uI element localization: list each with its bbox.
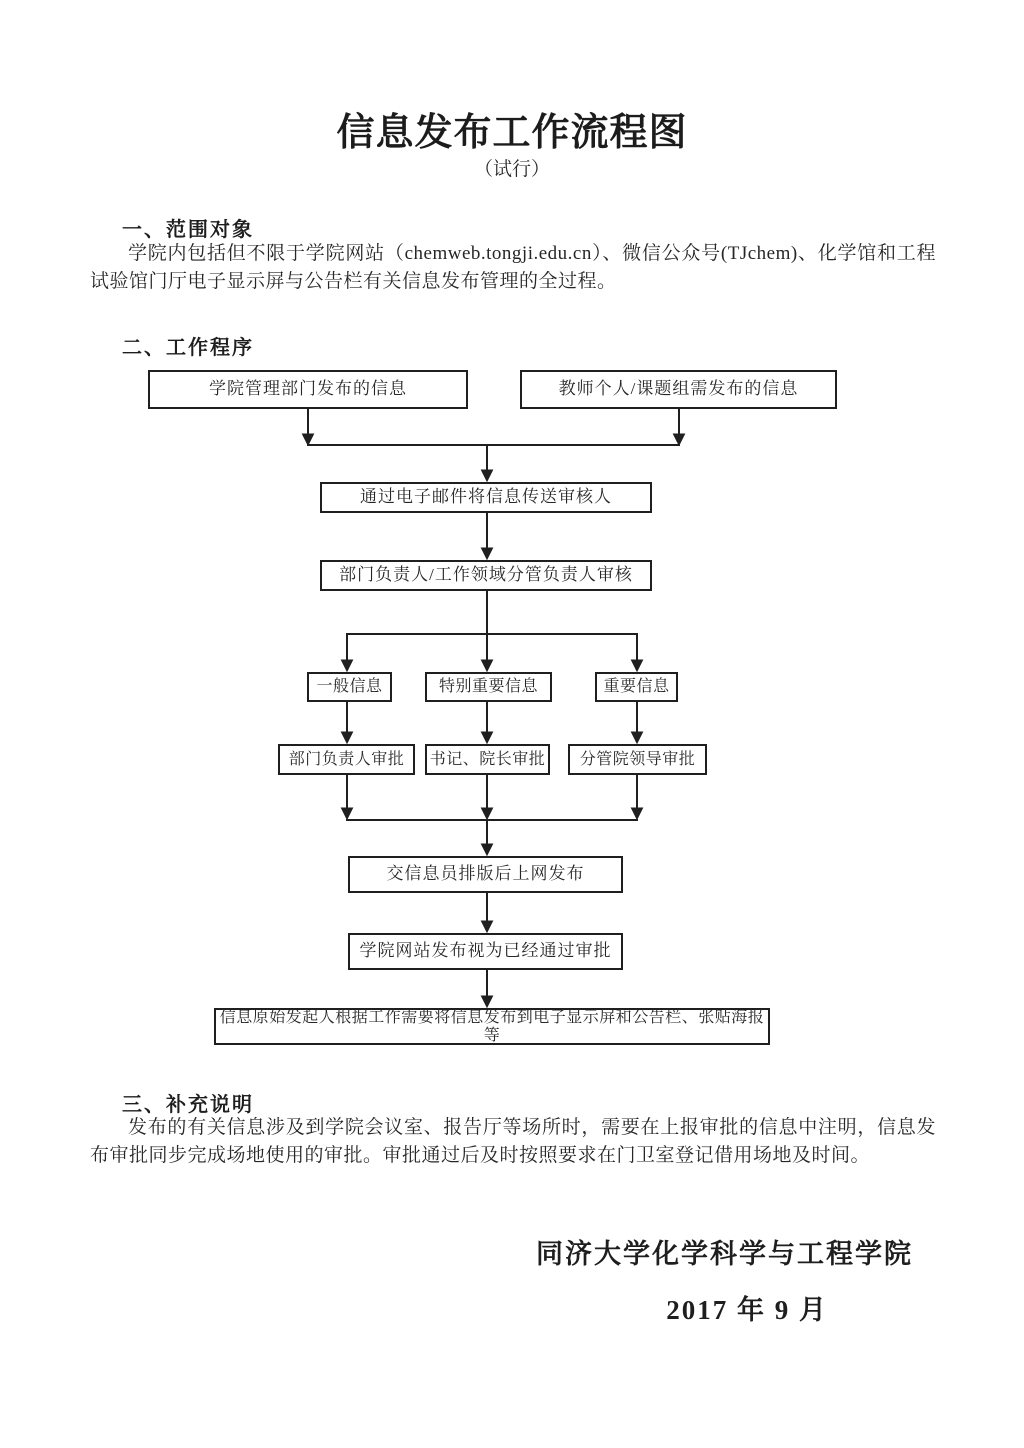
- paragraph-supplement: 发布的有关信息涉及到学院会议室、报告厅等场所时，需要在上报审批的信息中注明，信息发布审批同步完成场地使用的审批。审批通过后及时按照要求在门卫室登记借用场地及时间。: [90, 1117, 936, 1166]
- section-heading-supplement: 三、补充说明: [122, 1094, 254, 1116]
- flow-node-general-info: 一般信息: [307, 672, 392, 702]
- flow-node-typeset-publish: 交信息员排版后上网发布: [348, 856, 623, 893]
- signature-organization: 同济大学化学科学与工程学院: [536, 1239, 913, 1269]
- flow-node-important-info: 重要信息: [595, 672, 678, 702]
- flow-node-secretary-dean-approval: 书记、院长审批: [425, 744, 550, 775]
- flow-node-deputy-dean-approval: 分管院领导审批: [568, 744, 707, 775]
- flow-node-supervisor-review: 部门负责人/工作领域分管负责人审核: [320, 560, 652, 591]
- flow-node-initiator-distribute: 信息原始发起人根据工作需要将信息发布到电子显示屏和公告栏、张贴海报等: [214, 1008, 770, 1045]
- section-heading-scope: 一、范围对象: [122, 219, 254, 241]
- signature-date: 2017 年 9 月: [666, 1295, 828, 1325]
- flow-node-website-deemed-approved: 学院网站发布视为已经通过审批: [348, 933, 623, 970]
- flow-node-dept-info: 学院管理部门发布的信息: [148, 370, 468, 409]
- flow-node-email-to-reviewer: 通过电子邮件将信息传送审核人: [320, 482, 652, 513]
- paragraph-scope: 学院内包括但不限于学院网站（chemweb.tongji.edu.cn）、微信公众号(TJchem)、化学馆和工程试验馆门厅电子显示屏与公告栏有关信息发布管理的全过程。: [90, 243, 936, 292]
- flow-node-extra-important-info: 特别重要信息: [425, 672, 552, 702]
- flow-node-dept-head-approval: 部门负责人审批: [278, 744, 415, 775]
- flow-node-teacher-info: 教师个人/课题组需发布的信息: [520, 370, 837, 409]
- section-heading-procedure: 二、工作程序: [122, 337, 254, 359]
- page-subtitle: （试行）: [473, 159, 550, 180]
- page-title: 信息发布工作流程图: [336, 112, 688, 154]
